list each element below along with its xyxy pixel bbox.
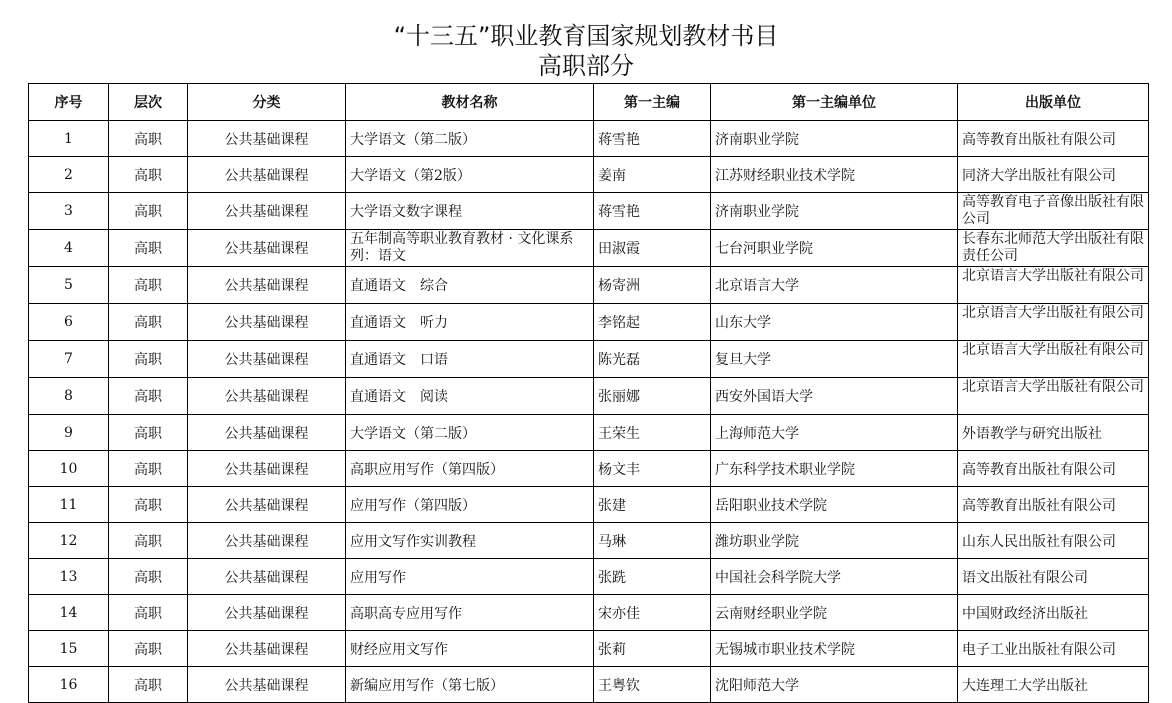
table-row (29, 230, 1149, 267)
cell-publisher: 高等教育出版社有限公司 (958, 121, 1149, 157)
cell-index: 16 (29, 667, 109, 703)
cell-editor-unit: 山东大学 (711, 304, 958, 341)
cell-publisher: 山东人民出版社有限公司 (958, 523, 1149, 559)
cell-textbook-name: 大学语文（第二版） (346, 415, 594, 451)
cell-index: 12 (29, 523, 109, 559)
cell-level: 高职 (109, 595, 188, 631)
cell-level: 高职 (109, 193, 188, 230)
table-row (29, 631, 1149, 667)
cell-level: 高职 (109, 304, 188, 341)
cell-chief-editor: 王荣生 (594, 415, 711, 451)
cell-textbook-name: 大学语文（第二版） (346, 121, 594, 157)
cell-level: 高职 (109, 267, 188, 304)
header-chief-editor: 第一主编 (594, 84, 711, 121)
table-row (29, 193, 1149, 230)
header-level: 层次 (109, 84, 188, 121)
cell-level: 高职 (109, 487, 188, 523)
cell-publisher: 高等教育出版社有限公司 (958, 487, 1149, 523)
cell-index: 11 (29, 487, 109, 523)
cell-editor-unit: 云南财经职业学院 (711, 595, 958, 631)
table-row (29, 487, 1149, 523)
cell-chief-editor: 田淑霞 (594, 230, 711, 267)
cell-editor-unit: 沈阳师范大学 (711, 667, 958, 703)
cell-textbook-name: 直通语文 口语 (346, 341, 594, 378)
cell-level: 高职 (109, 230, 188, 267)
table-row (29, 121, 1149, 157)
cell-textbook-name: 财经应用文写作 (346, 631, 594, 667)
cell-level: 高职 (109, 341, 188, 378)
cell-category: 公共基础课程 (188, 157, 346, 193)
cell-textbook-name: 应用写作（第四版） (346, 487, 594, 523)
cell-level: 高职 (109, 559, 188, 595)
table-row (29, 451, 1149, 487)
cell-chief-editor: 姜南 (594, 157, 711, 193)
cell-editor-unit: 上海师范大学 (711, 415, 958, 451)
cell-editor-unit: 无锡城市职业技术学院 (711, 631, 958, 667)
cell-textbook-name: 直通语文 阅读 (346, 378, 594, 415)
cell-editor-unit: 北京语言大学 (711, 267, 958, 304)
cell-textbook-name: 五年制高等职业教育教材 · 文化课系列：语文 (346, 230, 594, 267)
table-header-row (29, 84, 1149, 121)
cell-publisher: 北京语言大学出版社有限公司 (958, 341, 1149, 378)
cell-chief-editor: 蒋雪艳 (594, 193, 711, 230)
cell-editor-unit: 西安外国语大学 (711, 378, 958, 415)
cell-chief-editor: 宋亦佳 (594, 595, 711, 631)
cell-chief-editor: 杨寄洲 (594, 267, 711, 304)
table-row (29, 667, 1149, 703)
cell-level: 高职 (109, 451, 188, 487)
cell-editor-unit: 七台河职业学院 (711, 230, 958, 267)
cell-category: 公共基础课程 (188, 487, 346, 523)
table-row (29, 595, 1149, 631)
table-row (29, 559, 1149, 595)
cell-textbook-name: 新编应用写作（第七版） (346, 667, 594, 703)
cell-category: 公共基础课程 (188, 304, 346, 341)
cell-index: 8 (29, 378, 109, 415)
cell-publisher: 中国财政经济出版社 (958, 595, 1149, 631)
cell-category: 公共基础课程 (188, 378, 346, 415)
cell-index: 3 (29, 193, 109, 230)
header-category: 分类 (188, 84, 346, 121)
cell-level: 高职 (109, 523, 188, 559)
cell-category: 公共基础课程 (188, 193, 346, 230)
cell-chief-editor: 张莉 (594, 631, 711, 667)
cell-textbook-name: 直通语文 综合 (346, 267, 594, 304)
cell-editor-unit: 济南职业学院 (711, 121, 958, 157)
cell-publisher: 高等教育出版社有限公司 (958, 451, 1149, 487)
cell-chief-editor: 王粤钦 (594, 667, 711, 703)
cell-textbook-name: 高职高专应用写作 (346, 595, 594, 631)
cell-publisher: 北京语言大学出版社有限公司 (958, 267, 1149, 304)
cell-textbook-name: 应用文写作实训教程 (346, 523, 594, 559)
textbook-table (28, 83, 1149, 703)
cell-editor-unit: 济南职业学院 (711, 193, 958, 230)
cell-editor-unit: 潍坊职业学院 (711, 523, 958, 559)
cell-textbook-name: 高职应用写作（第四版） (346, 451, 594, 487)
cell-index: 7 (29, 341, 109, 378)
cell-index: 1 (29, 121, 109, 157)
cell-level: 高职 (109, 121, 188, 157)
cell-category: 公共基础课程 (188, 451, 346, 487)
cell-publisher: 长春东北师范大学出版社有限责任公司 (958, 230, 1149, 267)
cell-category: 公共基础课程 (188, 559, 346, 595)
cell-index: 10 (29, 451, 109, 487)
cell-textbook-name: 应用写作 (346, 559, 594, 595)
table-row (29, 341, 1149, 378)
cell-index: 5 (29, 267, 109, 304)
document-subtitle: 高职部分 (538, 52, 634, 80)
cell-category: 公共基础课程 (188, 267, 346, 304)
cell-index: 15 (29, 631, 109, 667)
table-row (29, 523, 1149, 559)
header-editor-unit: 第一主编单位 (711, 84, 958, 121)
document-title: “十三五”职业教育国家规划教材书目 (393, 22, 779, 50)
cell-publisher: 北京语言大学出版社有限公司 (958, 304, 1149, 341)
cell-chief-editor: 蒋雪艳 (594, 121, 711, 157)
table-row (29, 267, 1149, 304)
cell-chief-editor: 杨文丰 (594, 451, 711, 487)
cell-editor-unit: 中国社会科学院大学 (711, 559, 958, 595)
table-row (29, 415, 1149, 451)
cell-publisher: 电子工业出版社有限公司 (958, 631, 1149, 667)
cell-chief-editor: 张建 (594, 487, 711, 523)
cell-chief-editor: 张丽娜 (594, 378, 711, 415)
cell-editor-unit: 广东科学技术职业学院 (711, 451, 958, 487)
cell-index: 6 (29, 304, 109, 341)
cell-chief-editor: 李铭起 (594, 304, 711, 341)
cell-index: 2 (29, 157, 109, 193)
cell-publisher: 北京语言大学出版社有限公司 (958, 378, 1149, 415)
cell-textbook-name: 大学语文（第2版） (346, 157, 594, 193)
cell-index: 14 (29, 595, 109, 631)
cell-chief-editor: 陈光磊 (594, 341, 711, 378)
header-index: 序号 (29, 84, 109, 121)
cell-category: 公共基础课程 (188, 523, 346, 559)
cell-category: 公共基础课程 (188, 667, 346, 703)
cell-textbook-name: 大学语文数字课程 (346, 193, 594, 230)
cell-index: 13 (29, 559, 109, 595)
cell-level: 高职 (109, 415, 188, 451)
cell-category: 公共基础课程 (188, 415, 346, 451)
cell-chief-editor: 张跣 (594, 559, 711, 595)
cell-publisher: 外语教学与研究出版社 (958, 415, 1149, 451)
cell-level: 高职 (109, 667, 188, 703)
cell-editor-unit: 岳阳职业技术学院 (711, 487, 958, 523)
cell-publisher: 语文出版社有限公司 (958, 559, 1149, 595)
cell-level: 高职 (109, 378, 188, 415)
cell-publisher: 同济大学出版社有限公司 (958, 157, 1149, 193)
table-row (29, 304, 1149, 341)
cell-publisher: 大连理工大学出版社 (958, 667, 1149, 703)
cell-level: 高职 (109, 631, 188, 667)
table-row (29, 378, 1149, 415)
cell-category: 公共基础课程 (188, 631, 346, 667)
cell-category: 公共基础课程 (188, 341, 346, 378)
cell-chief-editor: 马琳 (594, 523, 711, 559)
table-row (29, 157, 1149, 193)
cell-category: 公共基础课程 (188, 595, 346, 631)
cell-category: 公共基础课程 (188, 121, 346, 157)
cell-index: 4 (29, 230, 109, 267)
cell-editor-unit: 江苏财经职业技术学院 (711, 157, 958, 193)
header-publisher: 出版单位 (958, 84, 1149, 121)
cell-publisher: 高等教育电子音像出版社有限公司 (958, 193, 1149, 230)
cell-level: 高职 (109, 157, 188, 193)
cell-textbook-name: 直通语文 听力 (346, 304, 594, 341)
header-textbook-name: 教材名称 (346, 84, 594, 121)
cell-index: 9 (29, 415, 109, 451)
cell-editor-unit: 复旦大学 (711, 341, 958, 378)
cell-category: 公共基础课程 (188, 230, 346, 267)
